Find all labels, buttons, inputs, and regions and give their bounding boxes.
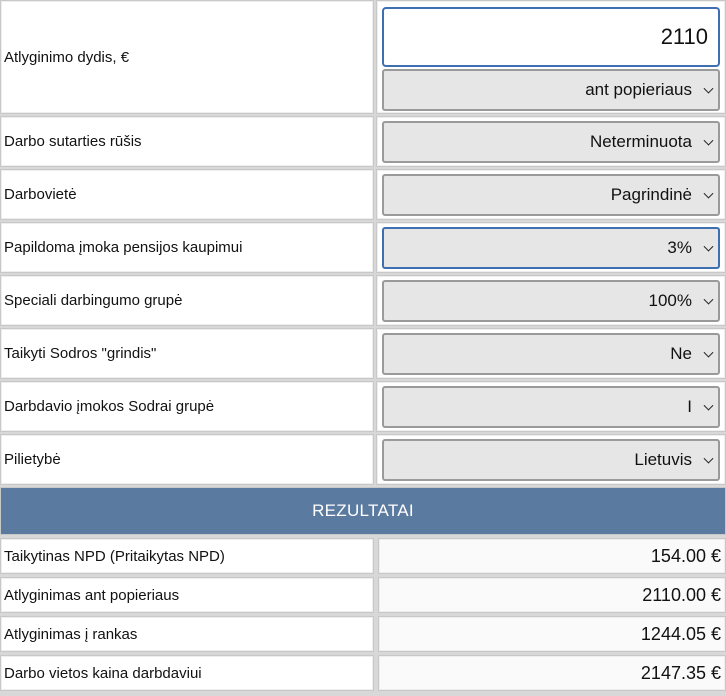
- workplace-label-cell: [0, 169, 374, 220]
- chevron-down-icon: [704, 295, 714, 305]
- salary-type-value: ant popieriaus: [585, 80, 692, 99]
- sodra-floor-value: Ne: [670, 344, 692, 363]
- result-row-value-cell: [378, 616, 726, 652]
- workplace-control-cell: [376, 169, 726, 220]
- result-row-value-cell: [378, 538, 726, 574]
- chevron-down-icon: [704, 242, 714, 252]
- result-row-value-cell: [378, 577, 726, 613]
- gross-salary-value: 2110.00 €: [642, 584, 721, 605]
- contract-type-value: Neterminuota: [589, 132, 692, 151]
- employer-group-control-cell: [376, 381, 726, 432]
- contract-type-label: Darbo sutarties rūšis: [4, 133, 142, 150]
- capacity-value: 100%: [648, 291, 692, 310]
- pension-value: 3%: [667, 238, 692, 257]
- capacity-control-cell: [376, 275, 726, 326]
- employer-cost-value: 2147.35 €: [640, 662, 721, 683]
- employer-cost-label: Darbo vietos kaina darbdaviui: [4, 664, 202, 682]
- employer-group-select[interactable]: [382, 386, 720, 428]
- pension-label: Papildoma įmoka pensijos kaupimui: [4, 239, 243, 256]
- results-title: REZULTATAI: [312, 501, 414, 520]
- salary-type-select[interactable]: [382, 69, 720, 111]
- sodra-floor-select[interactable]: [382, 333, 720, 375]
- npd-value: 154.00 €: [650, 545, 721, 566]
- results-header: [0, 487, 726, 535]
- employer-group-value: I: [687, 397, 692, 416]
- citizenship-label: Pilietybė: [4, 451, 61, 468]
- net-salary-label: Atlyginimas į rankas: [4, 625, 138, 643]
- contract-type-control-cell: [376, 116, 726, 167]
- workplace-value: Pagrindinė: [610, 185, 692, 204]
- sodra-floor-label: Taikyti Sodros "grindis": [4, 345, 157, 362]
- salary-control-cell: [376, 0, 726, 114]
- workplace-label: Darbovietė: [4, 186, 77, 203]
- citizenship-value: Lietuvis: [634, 450, 692, 469]
- result-row-value-cell: [378, 655, 726, 691]
- chevron-down-icon: [704, 454, 714, 464]
- chevron-down-icon: [704, 348, 714, 358]
- sodra-floor-control-cell: [376, 328, 726, 379]
- salary-input[interactable]: [382, 7, 720, 67]
- chevron-down-icon: [704, 136, 714, 146]
- npd-label: Taikytinas NPD (Pritaikytas NPD): [4, 547, 225, 565]
- chevron-down-icon: [704, 189, 714, 199]
- result-row-label-cell: [0, 538, 374, 574]
- citizenship-select[interactable]: [382, 439, 720, 481]
- contract-type-select[interactable]: [382, 121, 720, 163]
- pension-select[interactable]: [382, 227, 720, 269]
- capacity-label-cell: [0, 275, 374, 326]
- chevron-down-icon: [704, 401, 714, 411]
- result-row-label-cell: [0, 655, 374, 691]
- sodra-floor-label-cell: [0, 328, 374, 379]
- employer-group-label: Darbdavio įmokos Sodrai grupė: [4, 398, 215, 415]
- net-salary-value: 1244.05 €: [640, 623, 721, 644]
- gross-salary-label: Atlyginimas ant popieriaus: [4, 586, 180, 604]
- pension-label-cell: [0, 222, 374, 273]
- salary-label-cell: [0, 0, 374, 114]
- contract-type-label-cell: [0, 116, 374, 167]
- workplace-select[interactable]: [382, 174, 720, 216]
- result-row-label-cell: [0, 616, 374, 652]
- capacity-label: Speciali darbingumo grupė: [4, 292, 183, 309]
- citizenship-control-cell: [376, 434, 726, 485]
- capacity-select[interactable]: [382, 280, 720, 322]
- salary-input-value: 2110: [660, 24, 708, 49]
- employer-group-label-cell: [0, 381, 374, 432]
- salary-label: Atlyginimo dydis, €: [4, 48, 130, 66]
- result-row-label-cell: [0, 577, 374, 613]
- chevron-down-icon: [704, 84, 714, 94]
- citizenship-label-cell: [0, 434, 374, 485]
- pension-control-cell: [376, 222, 726, 273]
